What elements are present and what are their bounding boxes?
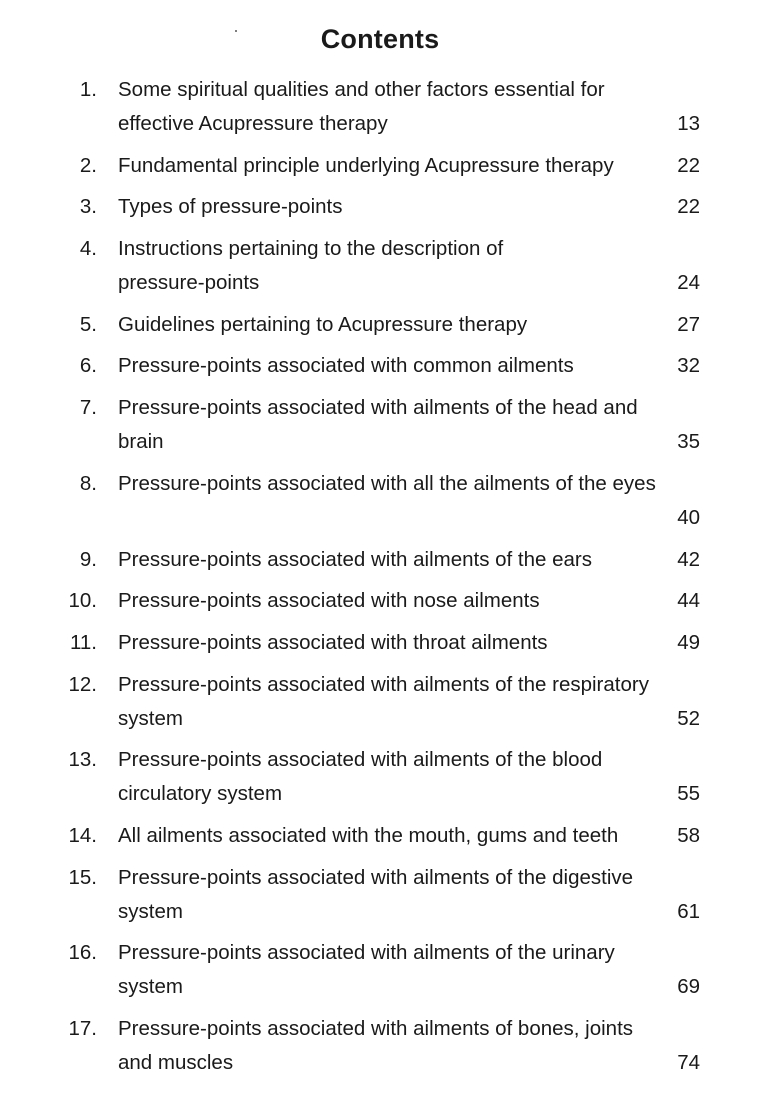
toc-entry-2[interactable] <box>0 149 780 183</box>
entry-number: 1. <box>79 78 97 101</box>
toc-entry-4[interactable] <box>0 232 780 300</box>
entry-title: Instructions pertaining to the description of pressure-points <box>118 237 504 295</box>
entry-number: 6. <box>79 354 97 378</box>
toc-entry-17[interactable] <box>0 1012 780 1080</box>
toc-entry-16[interactable] <box>0 936 780 1004</box>
entry-number: 3. <box>79 195 97 219</box>
entry-number: 4. <box>79 237 97 261</box>
entry-page: 58 <box>677 823 700 847</box>
entry-number: 2. <box>79 153 97 177</box>
toc-entry-15[interactable] <box>0 861 780 929</box>
entry-number: 16. <box>68 941 97 965</box>
toc-entry-10[interactable] <box>0 584 780 618</box>
entry-title: Pressure-points associated with ailments of the respiratory system <box>118 672 649 730</box>
entry-title: Pressure-points associated with common ailments <box>118 354 574 378</box>
entry-page: 32 <box>677 354 700 378</box>
entry-page: 22 <box>677 195 700 219</box>
entry-page: 27 <box>677 312 700 336</box>
entry-number: 5. <box>79 312 97 336</box>
entry-title: Pressure-points associated with ailments of bones, joints and muscles <box>118 1017 634 1074</box>
entry-page: 24 <box>677 271 700 295</box>
entry-number: 13. <box>68 748 97 772</box>
page-title: Contents <box>320 24 440 54</box>
entry-number: 11. <box>70 630 97 654</box>
entry-title: Pressure-points associated with ailments of the urinary system <box>118 941 615 999</box>
entry-title: Pressure-points associated with ailments of the blood circulatory system <box>118 748 603 806</box>
toc-entry-6[interactable] <box>0 349 780 383</box>
entry-title: Pressure-points associated with all the ailments of the eyes <box>118 471 656 495</box>
entry-page: 52 <box>677 706 700 730</box>
toc-entry-1[interactable] <box>0 73 780 141</box>
entry-number: 10. <box>68 589 97 613</box>
entry-number: 15. <box>68 865 97 889</box>
toc-entry-11[interactable] <box>0 626 780 660</box>
entry-page: 61 <box>677 899 700 923</box>
entry-number: 7. <box>79 396 97 420</box>
toc-entry-12[interactable] <box>0 668 780 736</box>
entry-title: Types of pressure-points <box>118 195 343 219</box>
entry-title: All ailments associated with the mouth, gums and teeth <box>118 823 619 847</box>
toc-entry-13[interactable] <box>0 743 780 811</box>
entry-title: Pressure-points associated with nose ailments <box>118 589 540 613</box>
entry-number: 8. <box>79 471 97 495</box>
entry-number: 9. <box>79 547 97 571</box>
toc-entry-8[interactable] <box>0 467 780 535</box>
entry-number: 14. <box>68 823 97 847</box>
entry-page: 49 <box>677 630 700 654</box>
entry-page: 22 <box>677 153 700 177</box>
entry-page: 74 <box>677 1051 700 1074</box>
entry-page: 55 <box>677 782 700 806</box>
entry-title: Guidelines pertaining to Acupressure therapy <box>118 312 528 336</box>
entry-page: 13 <box>677 112 700 135</box>
toc-entry-14[interactable] <box>0 819 780 853</box>
toc-entry-9[interactable] <box>0 543 780 577</box>
entry-number: 17. <box>68 1017 97 1040</box>
entry-title: Pressure-points associated with ailments of the digestive system <box>118 865 634 923</box>
entry-page: 69 <box>677 975 700 999</box>
entry-page: 44 <box>677 589 700 613</box>
entry-title: Some spiritual qualities and other factors essential for effective Acupressure therapy <box>118 78 605 135</box>
toc-entry-3[interactable] <box>0 190 780 224</box>
entry-page: 42 <box>677 547 700 571</box>
table-of-contents <box>0 73 780 1088</box>
entry-page: 40 <box>677 505 700 529</box>
entry-title: Pressure-points associated with ailments of the head and brain <box>118 396 638 454</box>
toc-entry-5[interactable] <box>0 308 780 342</box>
entry-page: 35 <box>677 430 700 454</box>
entry-number: 12. <box>68 672 97 696</box>
entry-title: Fundamental principle underlying Acupressure therapy <box>118 153 614 177</box>
entry-title: Pressure-points associated with ailments of the ears <box>118 547 593 571</box>
toc-entry-7[interactable] <box>0 391 780 459</box>
entry-title: Pressure-points associated with throat ailments <box>118 630 548 654</box>
